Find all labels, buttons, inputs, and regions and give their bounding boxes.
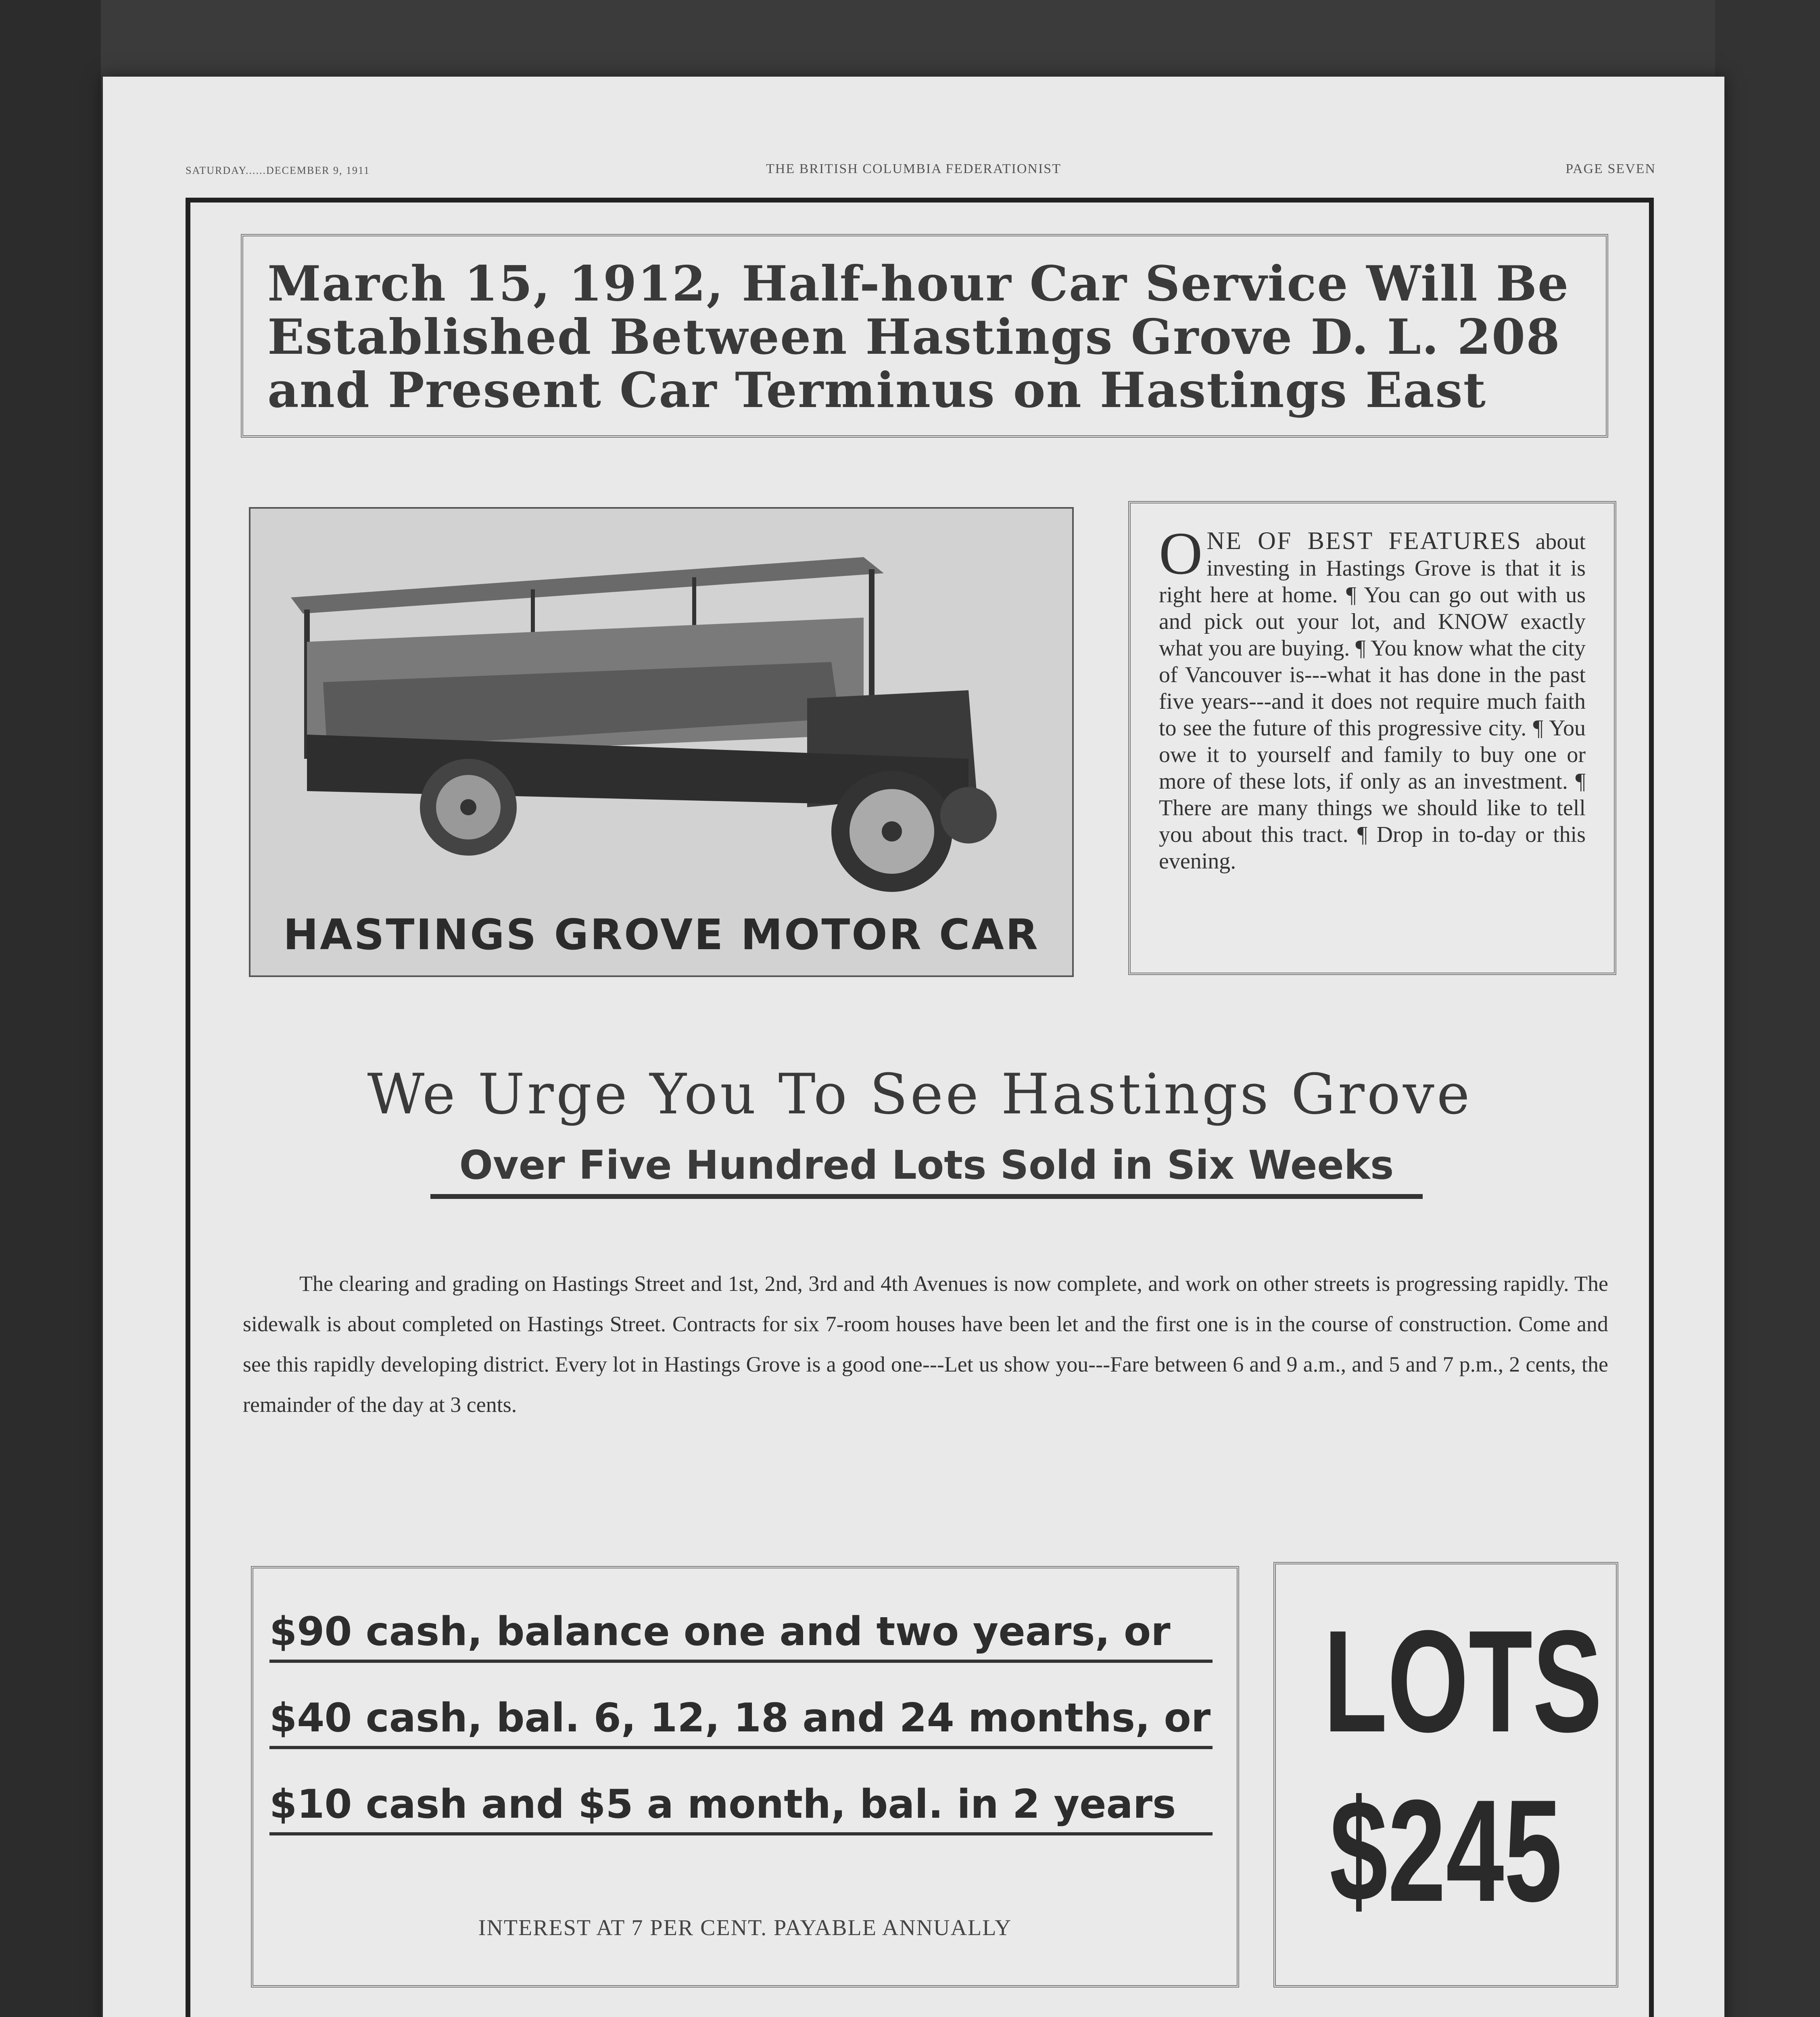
urge-heading: We Urge You To See Hastings Grove — [367, 1062, 1472, 1127]
payment-terms-box — [251, 1566, 1239, 1988]
lots-word: LOTS — [1323, 1600, 1603, 1762]
header-date: SATURDAY......DECEMBER 9, 1911 — [186, 165, 370, 176]
page-header — [103, 161, 1724, 186]
sidebar-dropcap: O — [1159, 520, 1203, 587]
photo-caption: HASTINGS GROVE MOTOR CAR — [283, 910, 1039, 959]
advertisement-frame — [186, 198, 1654, 2017]
interest-note: INTEREST AT 7 PER CENT. PAYABLE ANNUALLY — [478, 1915, 1012, 1940]
motor-car-illustration — [250, 509, 1072, 975]
scan-border-right — [1715, 0, 1820, 2017]
term-line: $40 cash, bal. 6, 12, 18 and 24 months, or — [269, 1695, 1213, 1749]
sidebar-lead: NE OF BEST FEATURES — [1206, 527, 1522, 555]
header-page-number: PAGE SEVEN — [1565, 161, 1656, 176]
headline-box — [241, 234, 1608, 438]
motor-car-photo — [249, 507, 1074, 977]
newspaper-page — [103, 77, 1724, 2017]
headline-text: March 15, 1912, Half-hour Car Service Will Be Established Between Hastings Grove D. L. 208 and Present Car Terminus on Hastings East — [267, 255, 1570, 419]
sidebar-body: about investing in Hastings Grove is that it is right here at home. ¶ You can go out with us and pick out your lot, and KNOW exactly what you are buying. ¶ You know what the city of Vancouver is---what it has done in the past five years---and it does not require much faith to see the future of this progressive city. ¶ You owe it to yourself and family to buy one or more of these lots, if only as an investment. ¶ There are many things we should like to tell you about this tract. ¶ Drop in to-day or this evening. — [1159, 529, 1586, 874]
lots-price: $245 — [1330, 1770, 1562, 1932]
lots-price-box — [1273, 1562, 1618, 1988]
development-paragraph: The clearing and grading on Hastings Street and 1st, 2nd, 3rd and 4th Avenues is now complete, and work on other streets is progressing rapidly. The sidewalk is about completed on Hastings Street. Contracts for six 7-room houses have been let and the first one is in the course of construction. Come and see this rapidly developing district. Every lot in Hastings Grove is a good one---Let us show you---Fare between 6 and 9 a.m., and 5 and 7 p.m., 2 cents, the remainder of the day at 3 cents. — [243, 1272, 1608, 1417]
features-sidebar — [1128, 501, 1616, 975]
lots-sold-subheading: Over Five Hundred Lots Sold in Six Weeks — [430, 1142, 1423, 1199]
header-paper-title: THE BRITISH COLUMBIA FEDERATIONIST — [766, 161, 1061, 176]
term-line: $90 cash, balance one and two years, or — [269, 1609, 1213, 1663]
scan-border-left — [0, 0, 101, 2017]
term-line: $10 cash and $5 a month, bal. in 2 years — [269, 1781, 1213, 1835]
